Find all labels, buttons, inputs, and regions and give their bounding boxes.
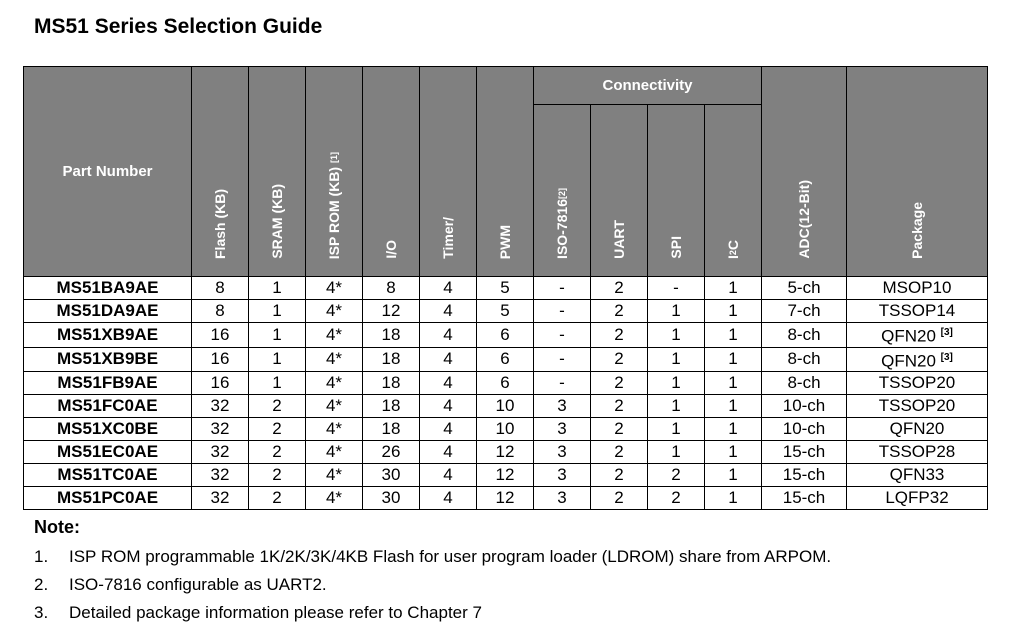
cell-spi: 2 — [648, 487, 705, 510]
cell-adc: 10-ch — [762, 418, 847, 441]
cell-uart: 2 — [591, 277, 648, 300]
cell-flash: 16 — [192, 372, 249, 395]
cell-pwm: 10 — [477, 395, 534, 418]
header-uart: UART — [591, 105, 648, 277]
cell-isp: 4* — [306, 441, 363, 464]
table-row — [24, 395, 988, 418]
cell-i2c: 1 — [705, 277, 762, 300]
cell-pwm: 12 — [477, 441, 534, 464]
cell-iso: 3 — [534, 441, 591, 464]
cell-adc: 15-ch — [762, 464, 847, 487]
cell-i2c: 1 — [705, 441, 762, 464]
table-row — [24, 323, 988, 348]
cell-spi: 1 — [648, 372, 705, 395]
cell-io: 30 — [363, 487, 420, 510]
cell-uart: 2 — [591, 300, 648, 323]
cell-isp: 4* — [306, 464, 363, 487]
cell-timer: 4 — [420, 347, 477, 372]
header-i2c: I2C — [705, 105, 762, 277]
cell-uart: 2 — [591, 464, 648, 487]
cell-adc: 8-ch — [762, 323, 847, 348]
cell-isp: 4* — [306, 277, 363, 300]
table-row — [24, 347, 988, 372]
package-footnote: [3] — [940, 327, 953, 338]
cell-pkg: QFN20 — [847, 418, 988, 441]
cell-iso: - — [534, 323, 591, 348]
header-io: I/O — [363, 67, 420, 277]
page-title: MS51 Series Selection Guide — [34, 15, 323, 38]
cell-pwm: 6 — [477, 323, 534, 348]
cell-pkg: LQFP32 — [847, 487, 988, 510]
cell-iso: - — [534, 277, 591, 300]
table-row — [24, 300, 988, 323]
cell-i2c: 1 — [705, 487, 762, 510]
header-timer: Timer/ — [420, 67, 477, 277]
cell-uart: 2 — [591, 418, 648, 441]
part-number-cell: MS51XB9BE — [24, 347, 192, 372]
cell-pkg: QFN33 — [847, 464, 988, 487]
notes-title: Note: — [34, 517, 80, 537]
table-row — [24, 277, 988, 300]
cell-isp: 4* — [306, 323, 363, 348]
note-item: 2. ISO-7816 configurable as UART2. — [34, 575, 327, 594]
cell-io: 26 — [363, 441, 420, 464]
cell-flash: 32 — [192, 418, 249, 441]
cell-flash: 32 — [192, 395, 249, 418]
cell-pwm: 5 — [477, 300, 534, 323]
cell-adc: 15-ch — [762, 441, 847, 464]
cell-pkg: TSSOP14 — [847, 300, 988, 323]
part-number-cell: MS51EC0AE — [24, 441, 192, 464]
header-sram: SRAM (KB) — [249, 67, 306, 277]
cell-sram: 1 — [249, 300, 306, 323]
table-row — [24, 464, 988, 487]
cell-timer: 4 — [420, 323, 477, 348]
cell-adc: 5-ch — [762, 277, 847, 300]
cell-iso: 3 — [534, 395, 591, 418]
cell-uart: 2 — [591, 395, 648, 418]
cell-uart: 2 — [591, 487, 648, 510]
cell-pkg: QFN20 [3] — [847, 323, 988, 348]
cell-iso: 3 — [534, 464, 591, 487]
table-row — [24, 418, 988, 441]
table-row — [24, 487, 988, 510]
cell-adc: 8-ch — [762, 372, 847, 395]
header-isp-rom: ISP ROM (KB) [1] — [306, 67, 363, 277]
header-isp-footnote: [1] — [329, 151, 339, 163]
cell-io: 18 — [363, 372, 420, 395]
cell-io: 18 — [363, 418, 420, 441]
cell-spi: 1 — [648, 441, 705, 464]
cell-spi: 2 — [648, 464, 705, 487]
cell-spi: 1 — [648, 418, 705, 441]
cell-uart: 2 — [591, 347, 648, 372]
cell-io: 8 — [363, 277, 420, 300]
package-footnote: [3] — [940, 351, 953, 363]
table-row — [24, 441, 988, 464]
cell-pkg: QFN20 [3] — [847, 347, 988, 372]
cell-isp: 4* — [306, 395, 363, 418]
header-adc: ADC(12-Bit) — [762, 67, 847, 277]
cell-timer: 4 — [420, 418, 477, 441]
cell-io: 18 — [363, 347, 420, 372]
cell-flash: 32 — [192, 487, 249, 510]
cell-spi: 1 — [648, 395, 705, 418]
cell-pwm: 5 — [477, 277, 534, 300]
cell-isp: 4* — [306, 300, 363, 323]
cell-iso: 3 — [534, 487, 591, 510]
cell-iso: - — [534, 372, 591, 395]
table-header — [24, 67, 988, 277]
cell-pkg: TSSOP28 — [847, 441, 988, 464]
cell-i2c: 1 — [705, 323, 762, 348]
cell-iso: 3 — [534, 418, 591, 441]
cell-sram: 1 — [249, 372, 306, 395]
header-pwm: PWM — [477, 67, 534, 277]
cell-pwm: 6 — [477, 347, 534, 372]
header-connectivity: Connectivity — [534, 67, 762, 105]
cell-adc: 10-ch — [762, 395, 847, 418]
cell-pkg: TSSOP20 — [847, 395, 988, 418]
cell-i2c: 1 — [705, 464, 762, 487]
cell-iso: - — [534, 300, 591, 323]
cell-iso: - — [534, 347, 591, 372]
cell-io: 12 — [363, 300, 420, 323]
cell-timer: 4 — [420, 372, 477, 395]
cell-sram: 1 — [249, 277, 306, 300]
cell-pkg: TSSOP20 — [847, 372, 988, 395]
cell-timer: 4 — [420, 464, 477, 487]
cell-flash: 32 — [192, 464, 249, 487]
cell-uart: 2 — [591, 441, 648, 464]
cell-io: 30 — [363, 464, 420, 487]
header-part-number: Part Number — [24, 67, 192, 277]
cell-sram: 2 — [249, 418, 306, 441]
cell-timer: 4 — [420, 395, 477, 418]
cell-sram: 1 — [249, 323, 306, 348]
header-flash: Flash (KB) — [192, 67, 249, 277]
cell-i2c: 1 — [705, 372, 762, 395]
part-number-cell: MS51FC0AE — [24, 395, 192, 418]
cell-pwm: 12 — [477, 464, 534, 487]
cell-i2c: 1 — [705, 300, 762, 323]
cell-spi: - — [648, 277, 705, 300]
cell-sram: 2 — [249, 487, 306, 510]
cell-isp: 4* — [306, 347, 363, 372]
cell-pwm: 12 — [477, 487, 534, 510]
cell-spi: 1 — [648, 347, 705, 372]
header-spi: SPI — [648, 105, 705, 277]
cell-flash: 16 — [192, 323, 249, 348]
note-item: 3. Detailed package information please refer to Chapter 7 — [34, 603, 482, 622]
cell-spi: 1 — [648, 323, 705, 348]
cell-adc: 7-ch — [762, 300, 847, 323]
table-body — [24, 277, 988, 510]
part-number-cell: MS51FB9AE — [24, 372, 192, 395]
cell-sram: 2 — [249, 395, 306, 418]
cell-pkg: MSOP10 — [847, 277, 988, 300]
header-package: Package — [847, 67, 988, 277]
part-number-cell: MS51DA9AE — [24, 300, 192, 323]
cell-isp: 4* — [306, 372, 363, 395]
cell-spi: 1 — [648, 300, 705, 323]
cell-sram: 2 — [249, 441, 306, 464]
note-item: 1. ISP ROM programmable 1K/2K/3K/4KB Flash for user program loader (LDROM) share from ARPOM. — [34, 547, 832, 566]
part-number-cell: MS51BA9AE — [24, 277, 192, 300]
header-iso7816: ISO-7816[2] — [534, 105, 591, 277]
cell-adc: 8-ch — [762, 347, 847, 372]
cell-isp: 4* — [306, 487, 363, 510]
cell-timer: 4 — [420, 277, 477, 300]
cell-uart: 2 — [591, 372, 648, 395]
header-iso-footnote: [2] — [557, 188, 567, 200]
table-row — [24, 372, 988, 395]
cell-pwm: 6 — [477, 372, 534, 395]
cell-pwm: 10 — [477, 418, 534, 441]
part-number-cell: MS51XB9AE — [24, 323, 192, 348]
cell-timer: 4 — [420, 300, 477, 323]
part-number-cell: MS51TC0AE — [24, 464, 192, 487]
cell-isp: 4* — [306, 418, 363, 441]
cell-sram: 2 — [249, 464, 306, 487]
cell-flash: 32 — [192, 441, 249, 464]
cell-uart: 2 — [591, 323, 648, 348]
cell-flash: 8 — [192, 277, 249, 300]
part-number-cell: MS51PC0AE — [24, 487, 192, 510]
cell-i2c: 1 — [705, 347, 762, 372]
cell-timer: 4 — [420, 487, 477, 510]
cell-adc: 15-ch — [762, 487, 847, 510]
cell-i2c: 1 — [705, 395, 762, 418]
cell-io: 18 — [363, 323, 420, 348]
cell-flash: 8 — [192, 300, 249, 323]
cell-flash: 16 — [192, 347, 249, 372]
cell-sram: 1 — [249, 347, 306, 372]
cell-timer: 4 — [420, 441, 477, 464]
cell-io: 18 — [363, 395, 420, 418]
cell-i2c: 1 — [705, 418, 762, 441]
part-number-cell: MS51XC0BE — [24, 418, 192, 441]
selection-guide-table — [23, 66, 988, 510]
